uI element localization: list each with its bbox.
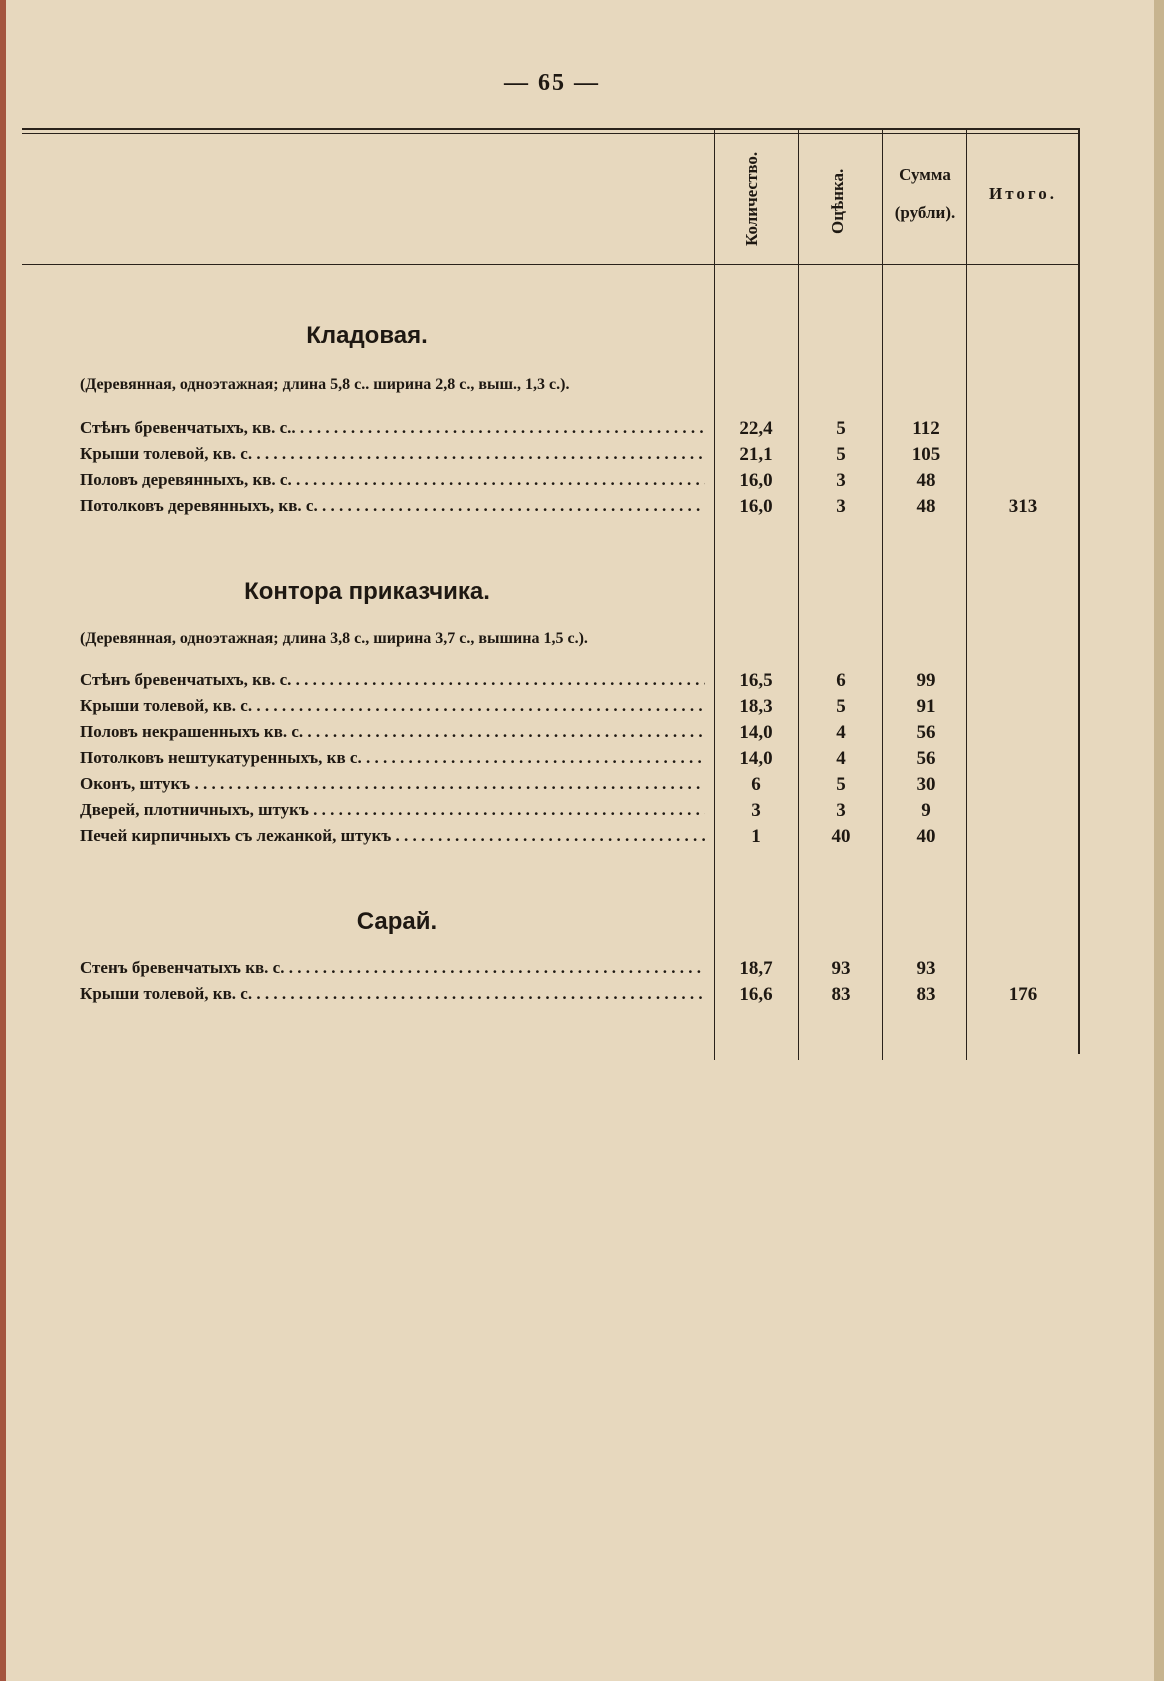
header-total: Итого. — [989, 184, 1057, 203]
table-row — [0, 418, 1104, 445]
section-title-shed: Сарай. — [356, 908, 438, 935]
row-quantity: 14,0 — [739, 722, 773, 743]
table-row — [0, 470, 1104, 497]
row-rate: 83 — [831, 984, 851, 1005]
row-item: Половъ некрашенныхъ кв. с. . . . — [80, 722, 705, 742]
row-rate: 6 — [836, 670, 846, 691]
header-sum — [884, 156, 966, 232]
header-rate: Оцѣнка. — [828, 168, 847, 234]
row-sum: 83 — [916, 984, 936, 1005]
row-quantity: 21,1 — [739, 444, 773, 465]
table-right-border — [1078, 128, 1080, 1054]
row-rate: 5 — [836, 696, 846, 717]
row-quantity: 14,0 — [739, 748, 773, 769]
row-rate: 40 — [831, 826, 851, 847]
row-item: Стенъ бревенчатыхъ кв. с. . . . — [80, 958, 705, 978]
row-item: Крыши толевой, кв. с. . . . — [80, 696, 705, 716]
row-sum: 9 — [921, 800, 931, 821]
row-item: Печей кирпичныхъ съ лежанкой, штукъ . . . — [80, 826, 705, 846]
header-quantity: Количество. — [742, 151, 761, 247]
page-edge-right — [1154, 0, 1164, 1681]
table-row — [0, 800, 1104, 827]
table-row — [0, 696, 1104, 723]
row-item: Крыши толевой, кв. с. . . . — [80, 444, 705, 464]
row-quantity: 16,5 — [739, 670, 773, 691]
row-rate: 3 — [836, 800, 846, 821]
row-quantity: 18,7 — [739, 958, 773, 979]
row-quantity: 16,6 — [739, 984, 773, 1005]
row-sum: 93 — [916, 958, 936, 979]
row-sum: 40 — [916, 826, 936, 847]
row-item: Потолковъ деревянныхъ, кв. с. . . . — [80, 496, 705, 516]
col-divider-rate — [798, 130, 799, 1060]
row-quantity: 22,4 — [739, 418, 773, 439]
section-total: 313 — [1008, 496, 1038, 517]
row-rate: 3 — [836, 470, 846, 491]
row-item: Крыши толевой, кв. с. . . . — [80, 984, 705, 1004]
row-item: Стѣнъ бревенчатыхъ, кв. с. . . . — [80, 670, 705, 690]
table-row — [0, 496, 1104, 523]
row-rate: 5 — [836, 774, 846, 795]
row-sum: 56 — [916, 722, 936, 743]
col-divider-total — [966, 130, 967, 1060]
row-rate: 3 — [836, 496, 846, 517]
row-quantity: 16,0 — [739, 470, 773, 491]
row-sum: 48 — [916, 470, 936, 491]
row-rate: 4 — [836, 722, 846, 743]
row-item: Стѣнъ бревенчатыхъ, кв. с.. . . . — [80, 418, 705, 438]
section-title-clerk-office: Контора приказчика. — [244, 578, 490, 605]
row-sum: 91 — [916, 696, 936, 717]
table-row — [0, 826, 1104, 853]
row-quantity: 1 — [751, 826, 761, 847]
row-sum: 48 — [916, 496, 936, 517]
row-rate: 5 — [836, 418, 846, 439]
table-top-border-inner — [22, 133, 1078, 134]
row-item: Половъ деревянныхъ, кв. с. . . . — [80, 470, 705, 490]
row-sum: 30 — [916, 774, 936, 795]
row-rate: 4 — [836, 748, 846, 769]
header-sum-line2: (рубли). — [894, 203, 956, 222]
header-sum-line1: Сумма — [899, 165, 951, 184]
table-row — [0, 444, 1104, 471]
table-row — [0, 670, 1104, 697]
row-quantity: 18,3 — [739, 696, 773, 717]
page-number: — 65 — — [504, 70, 600, 96]
section-subtitle-storeroom: (Деревянная, одноэтажная; длина 5,8 с.. ширина 2,8 с., выш., 1,3 с.). — [80, 376, 570, 393]
table-row — [0, 958, 1104, 985]
section-total: 176 — [1008, 984, 1038, 1005]
row-sum: 112 — [912, 418, 940, 439]
header-bottom-border — [22, 264, 1078, 265]
table-row — [0, 722, 1104, 749]
row-quantity: 3 — [751, 800, 761, 821]
section-title-storeroom: Кладовая. — [306, 322, 428, 349]
section-subtitle-clerk-office: (Деревянная, одноэтажная; длина 3,8 с., ширина 3,7 с., вышина 1,5 с.). — [80, 630, 588, 647]
table-row — [0, 774, 1104, 801]
table-top-border — [22, 128, 1078, 130]
table-row — [0, 748, 1104, 775]
row-quantity: 16,0 — [739, 496, 773, 517]
row-item: Потолковъ нештукатуренныхъ, кв с. . . . — [80, 748, 705, 768]
table-row — [0, 984, 1104, 1011]
row-item: Оконъ, штукъ . . . — [80, 774, 705, 794]
col-divider-sum — [882, 130, 883, 1060]
row-sum: 56 — [916, 748, 936, 769]
row-sum: 99 — [916, 670, 936, 691]
row-item: Дверей, плотничныхъ, штукъ . . . — [80, 800, 705, 820]
row-rate: 5 — [836, 444, 846, 465]
row-sum: 105 — [911, 444, 941, 465]
row-quantity: 6 — [751, 774, 761, 795]
row-rate: 93 — [831, 958, 851, 979]
